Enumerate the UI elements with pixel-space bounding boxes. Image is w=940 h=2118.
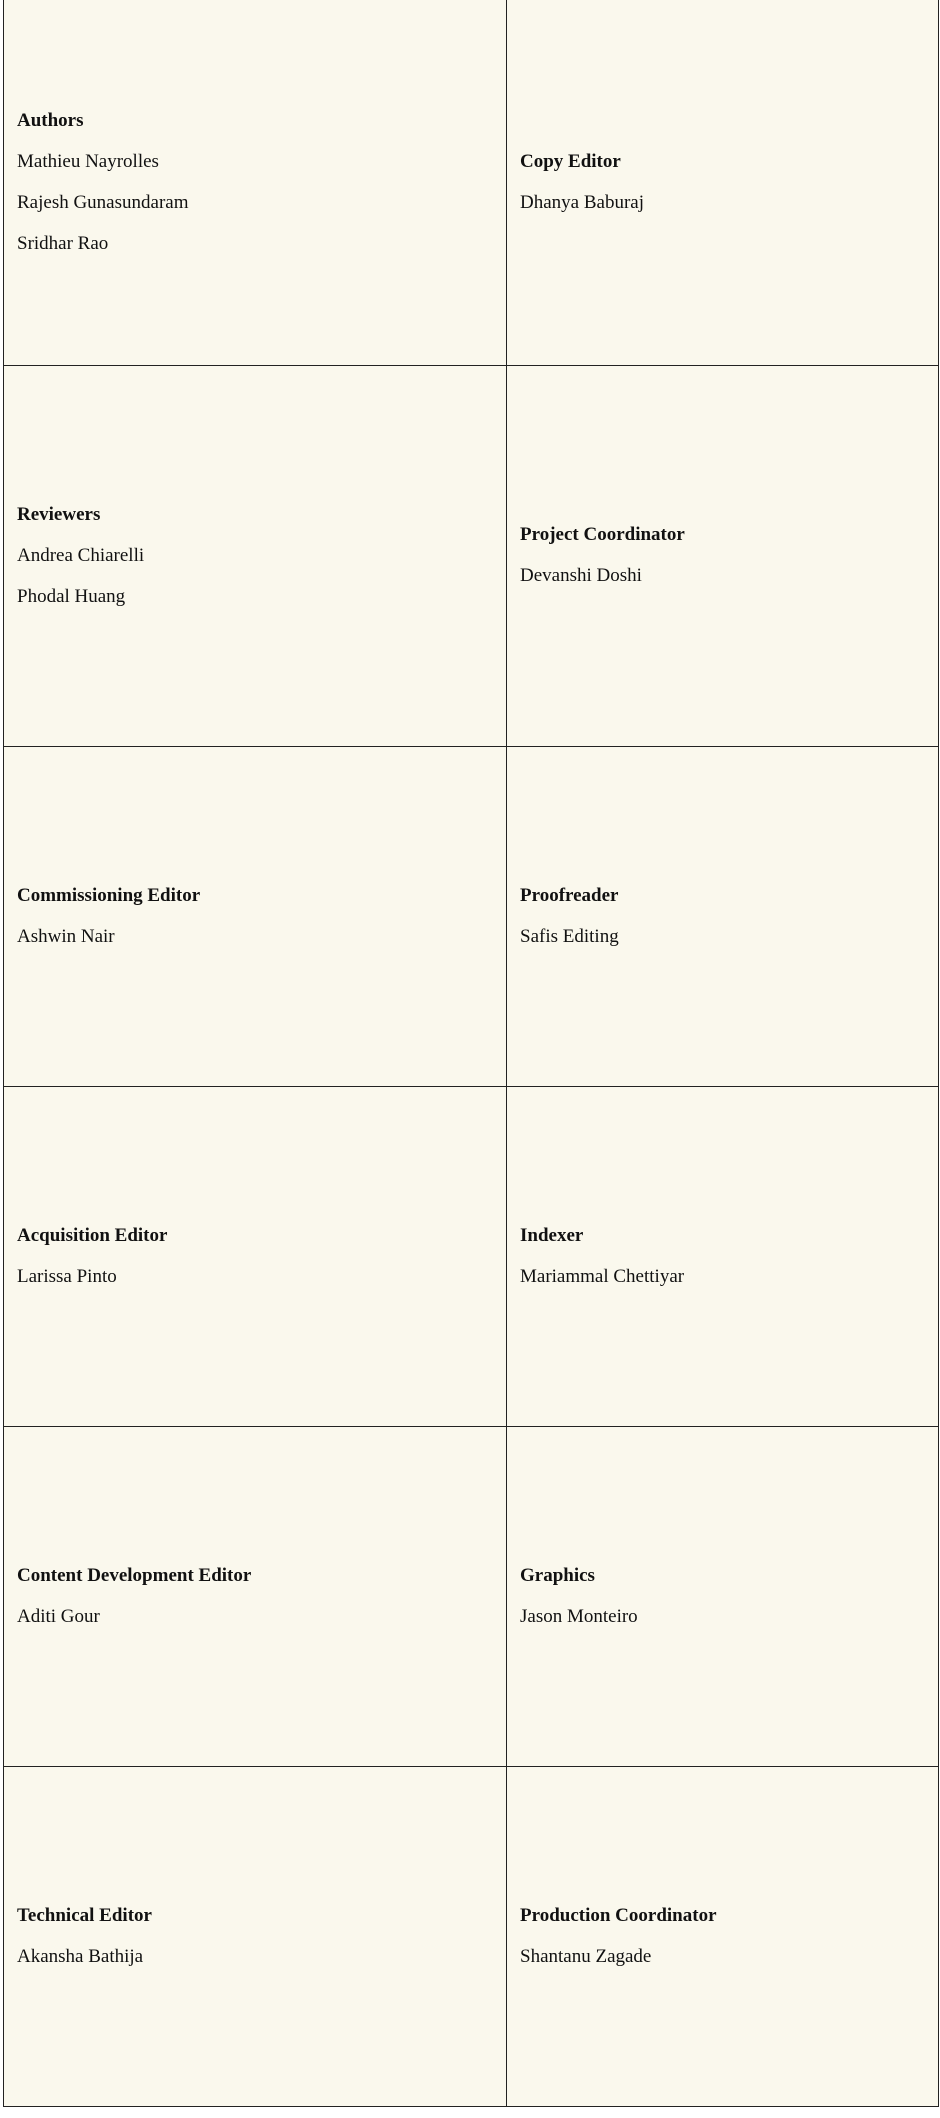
credit-cell-project-coordinator <box>507 365 939 746</box>
role-heading: Acquisition Editor <box>17 1224 168 1246</box>
credits-table <box>3 0 939 2107</box>
credits-row <box>4 365 939 746</box>
credit-cell-commissioning-editor <box>4 746 507 1086</box>
credits-row <box>4 746 939 1086</box>
credit-name: Mariammal Chettiyar <box>520 1265 685 1287</box>
role-heading: Commissioning Editor <box>17 884 201 906</box>
credits-row <box>4 1766 939 2106</box>
role-heading: Technical Editor <box>17 1904 152 1926</box>
role-heading: Reviewers <box>17 503 101 525</box>
role-heading: Content Development Editor <box>17 1564 252 1586</box>
role-heading: Authors <box>17 109 84 131</box>
credits-row <box>4 1426 939 1766</box>
credit-name: Akansha Bathija <box>17 1945 144 1967</box>
credit-name: Mathieu Nayrolles <box>17 150 159 172</box>
role-heading: Project Coordinator <box>520 524 685 545</box>
credit-name: Ashwin Nair <box>17 925 115 947</box>
credit-name: Safis Editing <box>520 925 619 947</box>
credits-row <box>4 1086 939 1426</box>
credit-cell-content-development-editor <box>4 1426 507 1766</box>
credits-row <box>4 0 939 365</box>
credit-name: Phodal Huang <box>17 585 126 607</box>
role-heading: Indexer <box>520 1224 584 1246</box>
credit-name: Larissa Pinto <box>17 1265 117 1287</box>
credit-cell-indexer <box>507 1086 939 1426</box>
credit-name: Jason Monteiro <box>520 1605 638 1627</box>
credit-name: Aditi Gour <box>17 1605 100 1627</box>
credit-name: Rajesh Gunasundaram <box>17 191 189 213</box>
role-heading: Proofreader <box>520 884 619 906</box>
role-heading: Copy Editor <box>520 150 621 172</box>
role-heading: Graphics <box>520 1564 595 1586</box>
role-heading: Production Coordinator <box>520 1904 717 1926</box>
credit-name: Dhanya Baburaj <box>520 191 644 213</box>
credit-name: Devanshi Doshi <box>520 565 642 586</box>
credit-cell-technical-editor <box>4 1766 507 2106</box>
credit-cell-graphics <box>507 1426 939 1766</box>
credit-name: Shantanu Zagade <box>520 1945 652 1967</box>
credit-cell-authors <box>4 0 507 365</box>
credit-cell-production-coordinator <box>507 1766 939 2106</box>
credit-cell-proofreader <box>507 746 939 1086</box>
credit-cell-reviewers <box>4 365 507 746</box>
credit-cell-copy-editor <box>507 0 939 365</box>
credit-name: Sridhar Rao <box>17 232 109 254</box>
credit-cell-acquisition-editor <box>4 1086 507 1426</box>
credit-name: Andrea Chiarelli <box>17 544 145 566</box>
